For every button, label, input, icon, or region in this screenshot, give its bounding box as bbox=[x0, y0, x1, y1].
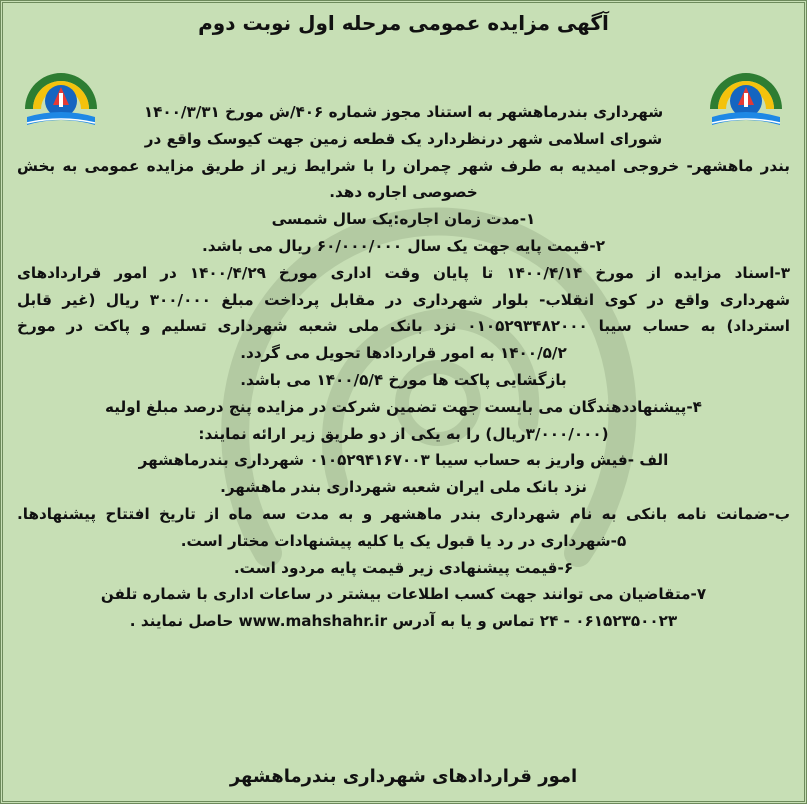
notice-line: ۶-قیمت پیشنهادی زیر قیمت پایه مردود است. bbox=[233, 558, 574, 577]
notice-line: بازگشایی پاکت ها مورخ ۱۴۰۰/۵/۴ می باشد. bbox=[240, 370, 567, 389]
notice-line: شهرداری بندرماهشهر به استناد مجوز شماره ۴۰۶/ش مورخ ۱۴۰۰/۳/۳۱ bbox=[143, 103, 664, 121]
notice-line: ۴-پیشنهاددهندگان می بایست جهت تضمین شرکت در مزایده پنج درصد مبلغ اولیه bbox=[105, 397, 702, 416]
notice-line: ۱-مدت زمان اجاره:یک سال شمسی bbox=[271, 210, 536, 229]
notice-line: ۰۶۱۵۲۳۵۰۰۲۳ - ۲۴ تماس و یا به آدرس www.mahshahr.ir حاصل نمایند . bbox=[129, 612, 678, 631]
notice-line: شورای اسلامی شهر درنظردارد یک قطعه زمین جهت کیوسک واقع در bbox=[144, 129, 663, 148]
notice-line: الف -فیش واریز به حساب سیبا ۰۱۰۵۲۹۴۱۶۷۰۰۳ شهرداری بندرماهشهر bbox=[138, 451, 669, 470]
notice-line: (۳/۰۰۰/۰۰۰ریال) را به یکی از دو طریق زیر ارائه نمایند: bbox=[198, 424, 609, 443]
notice-line: ۳-اسناد مزایده از مورخ ۱۴۰۰/۴/۱۴ تا پایان وقت اداری مورخ ۱۴۰۰/۴/۲۹ در امور قراردادهای bbox=[17, 263, 790, 282]
notice-line: ۵-شهرداری در رد یا قبول یک یا کلیه پیشنهادات مختار است. bbox=[180, 531, 627, 550]
notice-title: آگهی مزایده عمومی مرحله اول نوبت دوم bbox=[198, 11, 609, 35]
notice-line: ۱۴۰۰/۵/۲ به امور قراردادها تحویل می گردد. bbox=[240, 344, 567, 363]
notice-line: نزد بانک ملی ایران شعبه شهرداری بندر ماهشهر. bbox=[220, 478, 587, 497]
notice-body bbox=[17, 99, 790, 635]
notice-line: ب-ضمانت نامه بانکی به نام شهرداری بندر ماهشهر و به مدت سه ماه از تاریخ افتتاح پیشنهادها. bbox=[17, 504, 790, 523]
notice-line: ۷-متقاضیان می توانند جهت کسب اطلاعات بیشتر در ساعات اداری با شماره تلفن bbox=[100, 585, 707, 604]
notice-line: استرداد) به حساب سیبا ۰۱۰۵۲۹۳۴۸۲۰۰۰ نزد بانک ملی شعبه شهرداری تسلیم و پاکت در مورخ bbox=[17, 317, 790, 336]
notice-line: ۲-قیمت پایه جهت یک سال ۶۰/۰۰۰/۰۰۰ ریال می باشد. bbox=[202, 236, 605, 255]
notice-footer: امور قراردادهای شهرداری بندرماهشهر bbox=[229, 766, 578, 787]
notice-line: خصوصی اجاره دهد. bbox=[329, 183, 478, 202]
notice-line: بندر ماهشهر- خروجی امیدیه به طرف شهر چمران را با شرایط زیر از طریق مزایده عمومی به بخش bbox=[17, 156, 790, 175]
notice-line: شهرداری واقع در کوی انقلاب- بلوار شهرداری در مقابل پرداخت مبلغ ۳۰۰/۰۰۰ ریال (غیر قابل bbox=[17, 290, 790, 309]
